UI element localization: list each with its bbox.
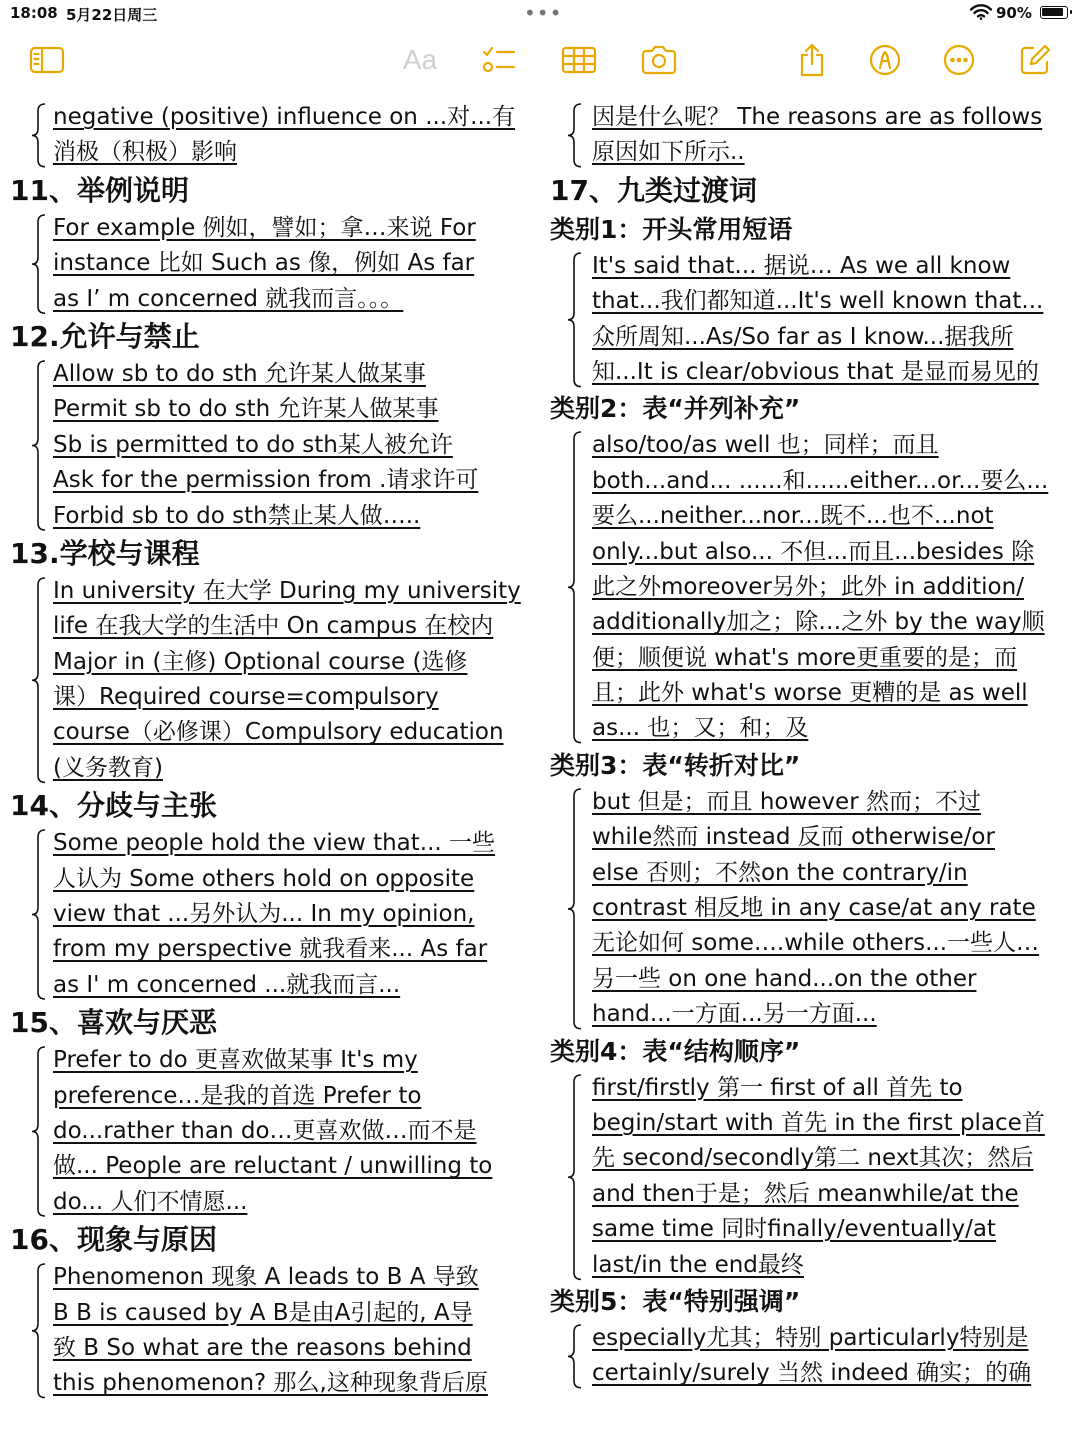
markup-icon	[868, 43, 902, 77]
note-line: view that ...另外认为... In my opinion,	[53, 901, 475, 928]
bracket-block	[10, 357, 535, 534]
share-icon	[797, 43, 827, 77]
sidebar-icon	[29, 45, 65, 75]
note-line: begin/start with 首先 in the first place首	[592, 1109, 1045, 1136]
note-line: Allow sb to do sth 允许某人做某事	[53, 360, 426, 387]
curly-brace-icon	[566, 102, 586, 169]
bracket-block	[550, 428, 1070, 747]
note-line: first/firstly 第一 first of all 首先 to	[592, 1074, 963, 1101]
format-button[interactable]	[398, 38, 442, 82]
note-line: Major in (主修) Optional course (选修	[53, 648, 468, 675]
status-date: 5月22日周三	[66, 6, 158, 24]
status-time: 18:08	[10, 4, 58, 22]
note-line: from my perspective 就我看来... As far	[53, 936, 488, 963]
category-heading: 类别1：开头常用短语	[550, 214, 793, 244]
note-line: and then于是；然后 meanwhile/at the	[592, 1180, 1019, 1207]
note-line: last/in the end最终	[592, 1251, 804, 1278]
sidebar-button[interactable]	[26, 38, 68, 82]
note-line: course（必修课）Compulsory education	[53, 719, 504, 746]
note-line: 原因如下所示..	[592, 139, 745, 166]
note-line: 先 second/secondly第二 next其次；然后	[592, 1145, 1034, 1172]
curly-brace-icon	[30, 102, 50, 169]
note-line: 无论如何 some….while others...一些人…	[592, 930, 1040, 957]
category-heading: 类别4：表“结构顺序”	[550, 1036, 801, 1066]
curly-brace-icon	[566, 787, 586, 1031]
note-line: especially尤其；特别 particularly特别是	[592, 1324, 1029, 1351]
table-button[interactable]	[558, 38, 600, 82]
note-line: negative (positive) influence on ...对...有	[53, 104, 516, 130]
compose-icon	[1018, 43, 1052, 77]
note-line: 此之外moreover另外；此外 in addition/	[592, 573, 1024, 600]
note-line: Permit sb to do sth 允许某人做某事	[53, 396, 439, 423]
compose-button[interactable]	[1014, 38, 1056, 82]
note-line: (义务教育)	[53, 754, 163, 781]
section-heading: 17、九类过渡词	[550, 173, 757, 207]
wifi-icon	[970, 4, 992, 20]
curly-brace-icon	[566, 1073, 586, 1281]
note-line: B B is caused by A B是由A引起的, A导	[53, 1299, 473, 1326]
more-icon	[942, 43, 976, 77]
checklist-button[interactable]	[478, 38, 520, 82]
bracket-block	[10, 574, 535, 786]
category-heading: 类别3：表“转折对比”	[550, 750, 801, 780]
curly-brace-icon	[30, 213, 50, 315]
category-heading: 类别2：表“并列补充”	[550, 394, 801, 424]
bracket-block	[550, 249, 1070, 391]
note-line: 人认为 Some others hold on opposite	[53, 865, 475, 892]
bracket-block	[10, 100, 535, 171]
note-line: hand...一方面...另一方面...	[592, 1001, 877, 1028]
bracket-block	[550, 1071, 1070, 1283]
note-line: certainly/surely 当然 indeed 确实；的确	[592, 1360, 1032, 1387]
section-heading: 11、举例说明	[10, 173, 189, 207]
note-line: 知...It is clear/obvious that 是显而易见的	[592, 358, 1039, 385]
battery-percent: 90%	[996, 4, 1032, 22]
note-line: else 否则；不然on the contrary/in	[592, 859, 968, 886]
more-button[interactable]	[938, 38, 980, 82]
note-column-right	[550, 100, 1070, 1392]
note-line: as I’ m concerned 就我而言。。。	[53, 285, 404, 312]
note-line: do...rather than do…更喜欢做…而不是	[53, 1117, 477, 1144]
curly-brace-icon	[30, 576, 50, 784]
checklist-icon	[481, 44, 517, 76]
curly-brace-icon	[566, 430, 586, 745]
note-line: 消极（积极）影响	[53, 139, 237, 166]
battery-fill	[1042, 8, 1063, 16]
curly-brace-icon	[30, 359, 50, 532]
notes-toolbar	[0, 38, 1080, 86]
category-heading: 类别5：表“特别强调”	[550, 1286, 801, 1316]
note-line: 且；此外 what's worse 更糟的是 as well	[592, 680, 1028, 707]
note-line: contrast 相反地 in any case/at any rate	[592, 895, 1036, 922]
note-line: In university 在大学 During my university	[53, 577, 521, 604]
camera-icon	[640, 44, 678, 76]
note-line: as I' m concerned ...就我而言...	[53, 971, 401, 998]
note-line: do... 人们不情愿...	[53, 1188, 248, 1215]
note-line: For example 例如，譬如；拿…来说 For	[53, 214, 476, 241]
note-line: 做... People are reluctant / unwilling to	[53, 1153, 493, 1180]
note-line: preference…是我的首选 Prefer to	[53, 1082, 422, 1109]
share-button[interactable]	[792, 38, 832, 82]
note-line: Prefer to do 更喜欢做某事 It's my	[53, 1047, 418, 1074]
note-line: 要么...neither...nor...既不...也不...not	[592, 503, 994, 530]
note-line: life 在我大学的生活中 On campus 在校内	[53, 613, 494, 640]
note-line: 便；顺便说 what's more更重要的是；而	[592, 644, 1018, 671]
bracket-block	[550, 1321, 1070, 1392]
note-line: both...and... ......和......either...or...要么...	[592, 467, 1049, 494]
markup-button[interactable]	[864, 38, 906, 82]
battery-icon	[1040, 6, 1068, 19]
section-heading: 13.学校与课程	[10, 536, 200, 570]
note-line: Ask for the permission from .请求许可	[53, 467, 479, 494]
note-line: 课）Required course=compulsory	[53, 684, 439, 711]
status-bar	[0, 0, 1080, 28]
bracket-block	[10, 211, 535, 317]
note-line: 另一些 on one hand...on the other	[592, 965, 977, 992]
curly-brace-icon	[566, 1323, 586, 1390]
bracket-block	[10, 1043, 535, 1220]
note-column-left	[10, 100, 535, 1402]
note-line: as... 也；又；和；及	[592, 715, 809, 742]
bracket-block	[10, 826, 535, 1003]
note-line: Sb is permitted to do sth某人被允许	[53, 431, 453, 458]
note-line: Forbid sb to do sth禁止某人做…..	[53, 502, 421, 529]
camera-button[interactable]	[638, 38, 680, 82]
table-icon	[561, 45, 597, 75]
format-label: Aa	[402, 44, 438, 75]
multitasking-dots-icon[interactable]: •••	[524, 1, 563, 25]
curly-brace-icon	[30, 1262, 50, 1400]
note-line: only...but also... 不但...而且...besides 除	[592, 538, 1035, 565]
curly-brace-icon	[30, 828, 50, 1001]
note-line: Some people hold the view that... 一些	[53, 830, 496, 857]
section-heading: 12.允许与禁止	[10, 319, 200, 353]
section-heading: 16、现象与原因	[10, 1223, 217, 1257]
section-heading: 15、喜欢与厌恶	[10, 1006, 217, 1040]
section-heading: 14、分歧与主张	[10, 789, 217, 823]
curly-brace-icon	[30, 1045, 50, 1218]
note-line: also/too/as well 也；同样；而且	[592, 432, 939, 459]
curly-brace-icon	[566, 251, 586, 389]
note-line: this phenomenon? 那么,这种现象背后原	[53, 1370, 488, 1397]
note-line: instance 比如 Such as 像，例如 As far	[53, 250, 475, 277]
note-line: that...我们都知道...It's well known that...	[592, 288, 1044, 315]
bracket-block	[550, 785, 1070, 1033]
note-line: additionally加之；除…之外 by the way顺	[592, 609, 1045, 636]
note-line: 致 B So what are the reasons behind	[53, 1334, 472, 1361]
note-line: 因是什么呢？ The reasons are as follows	[592, 104, 1043, 130]
note-line: same time 同时finally/eventually/at	[592, 1216, 996, 1243]
note-line: while然而 instead 反而 otherwise/or	[592, 824, 995, 851]
note-line: It's said that... 据说… As we all know	[592, 252, 1011, 279]
note-line: Phenomenon 现象 A leads to B A 导致	[53, 1264, 479, 1291]
note-line: but 但是；而且 however 然而；不过	[592, 788, 981, 815]
note-line: 众所周知...As/So far as I know...据我所	[592, 323, 1014, 350]
bracket-block	[10, 1260, 535, 1402]
bracket-block	[550, 100, 1070, 171]
